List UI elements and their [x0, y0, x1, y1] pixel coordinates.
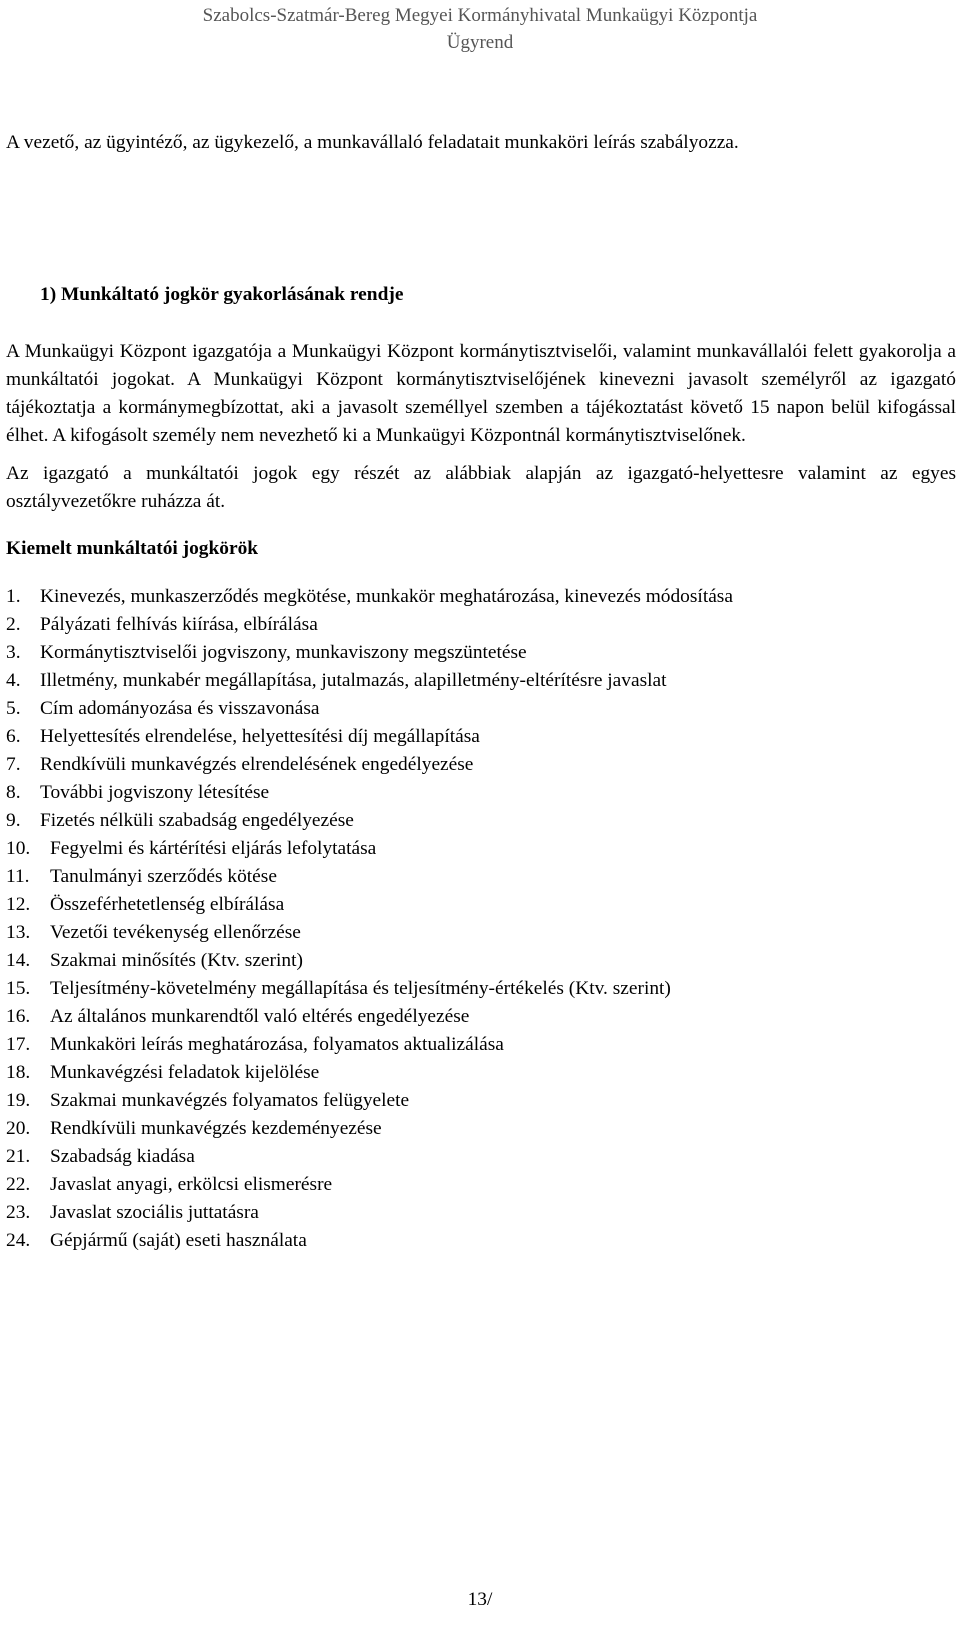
list-item-number: 4. [6, 670, 21, 691]
employer-rights-list [6, 583, 956, 1255]
list-item-text: Szakmai minősítés (Ktv. szerint) [50, 950, 303, 971]
list-item-text: Kinevezés, munkaszerződés megkötése, munkakör meghatározása, kinevezés módosítása [40, 586, 733, 607]
list-item [6, 919, 956, 947]
list-item-text: Illetmény, munkabér megállapítása, jutalmazás, alapilletmény-eltérítésre javaslat [40, 670, 667, 691]
intro-paragraph: A vezető, az ügyintéző, az ügykezelő, a munkavállaló feladatait munkaköri leírás szabályozza. [6, 132, 739, 153]
list-item-text: Összeférhetetlenség elbírálása [50, 894, 285, 915]
list-item [6, 807, 956, 835]
list-item-text: Az általános munkarendtől való eltérés engedélyezése [50, 1006, 470, 1027]
list-item-number: 1. [6, 586, 21, 607]
list-item-number: 13. [6, 922, 31, 943]
list-item-text: Vezetői tevékenység ellenőrzése [50, 922, 301, 943]
list-item-number: 5. [6, 698, 21, 719]
list-item-text: További jogviszony létesítése [40, 782, 270, 803]
list-item [6, 1059, 956, 1087]
list-item [6, 863, 956, 891]
list-item [6, 611, 956, 639]
document-body [6, 129, 956, 1255]
list-item-text: Szakmai munkavégzés folyamatos felügyelete [50, 1090, 410, 1111]
list-item-number: 17. [6, 1034, 31, 1055]
page-number: 13/ [467, 1589, 493, 1610]
list-item [6, 891, 956, 919]
list-item-text: Gépjármű (saját) eseti használata [50, 1230, 307, 1251]
list-item [6, 947, 956, 975]
list-item-number: 15. [6, 978, 31, 999]
list-item-text: Rendkívüli munkavégzés elrendelésének engedélyezése [40, 754, 474, 775]
list-item [6, 583, 956, 611]
list-item [6, 723, 956, 751]
list-item-number: 20. [6, 1118, 31, 1139]
list-item [6, 1171, 956, 1199]
list-item-text: Helyettesítés elrendelése, helyettesítési díj megállapítása [40, 726, 480, 747]
header-organization: Szabolcs-Szatmár-Bereg Megyei Kormányhivatal Munkaügyi Központja [202, 5, 758, 26]
list-item-text: Tanulmányi szerződés kötése [50, 866, 277, 887]
delegation-paragraph: Az igazgató a munkáltatói jogok egy részét az alábbiak alapján az igazgató-helyettesre valamint az egyes osztályvezetőkre ruházza át. [6, 463, 956, 512]
list-item-number: 14. [6, 950, 31, 971]
list-item-number: 8. [6, 782, 21, 803]
subsection-heading: Kiemelt munkáltatói jogkörök [6, 538, 259, 559]
list-item-number: 9. [6, 810, 21, 831]
list-item-number: 19. [6, 1090, 31, 1111]
list-item-text: Teljesítmény-követelmény megállapítása és teljesítmény-értékelés (Ktv. szerint) [50, 978, 671, 999]
list-item-text: Munkavégzési feladatok kijelölése [50, 1062, 320, 1083]
list-item-text: Cím adományozása és visszavonása [40, 698, 320, 719]
list-item-number: 16. [6, 1006, 31, 1027]
list-item [6, 1227, 956, 1255]
list-item-number: 7. [6, 754, 21, 775]
list-item [6, 1115, 956, 1143]
list-item-text: Javaslat szociális juttatásra [50, 1202, 259, 1223]
list-item-number: 24. [6, 1230, 31, 1251]
list-item [6, 1031, 956, 1059]
list-item-text: Kormánytisztviselői jogviszony, munkaviszony megszüntetése [40, 642, 527, 663]
list-item-text: Pályázati felhívás kiírása, elbírálása [40, 614, 318, 635]
list-item [6, 835, 956, 863]
list-item [6, 1199, 956, 1227]
list-item-text: Javaslat anyagi, erkölcsi elismerésre [50, 1174, 333, 1195]
header-document-title: Ügyrend [446, 32, 514, 53]
list-item [6, 1003, 956, 1031]
list-item-number: 22. [6, 1174, 31, 1195]
list-item-text: Rendkívüli munkavégzés kezdeményezése [50, 1118, 382, 1139]
list-item-text: Munkaköri leírás meghatározása, folyamatos aktualizálása [50, 1034, 504, 1055]
list-item-number: 18. [6, 1062, 31, 1083]
list-item-text: Fizetés nélküli szabadság engedélyezése [40, 810, 354, 831]
list-item-number: 2. [6, 614, 21, 635]
employer-rights-paragraph: A Munkaügyi Központ igazgatója a Munkaügyi Központ kormánytisztviselői, valamint munkavállalói felett gyakorolja a munkáltatói jogokat. A Munkaügyi Központ kormánytisztviselőjének kinevezni javasolt személyről az igazgató tájékoztatja a kormánymegbízottat, aki a javasolt személlyel szemben a tájékoztatást követő 15 napon belül kifogással élhet. A kifogásolt személy nem nevezhető ki a Munkaügyi Központnál kormánytisztviselőnek. [6, 341, 956, 446]
section-heading: 1) Munkáltató jogkör gyakorlásának rendje [40, 284, 404, 305]
list-item [6, 1143, 956, 1171]
list-item-number: 21. [6, 1146, 31, 1167]
list-item-number: 3. [6, 642, 21, 663]
list-item [6, 779, 956, 807]
list-item-number: 12. [6, 894, 31, 915]
list-item-number: 10. [6, 838, 31, 859]
list-item [6, 639, 956, 667]
page-header [0, 0, 960, 56]
list-item [6, 1087, 956, 1115]
list-item-text: Szabadság kiadása [50, 1146, 195, 1167]
list-item [6, 695, 956, 723]
list-item [6, 751, 956, 779]
list-item [6, 667, 956, 695]
list-item-number: 6. [6, 726, 21, 747]
list-item-text: Fegyelmi és kártérítési eljárás lefolytatása [50, 838, 377, 859]
list-item-number: 11. [6, 866, 30, 887]
list-item-number: 23. [6, 1202, 31, 1223]
page-footer [0, 1586, 960, 1614]
list-item [6, 975, 956, 1003]
